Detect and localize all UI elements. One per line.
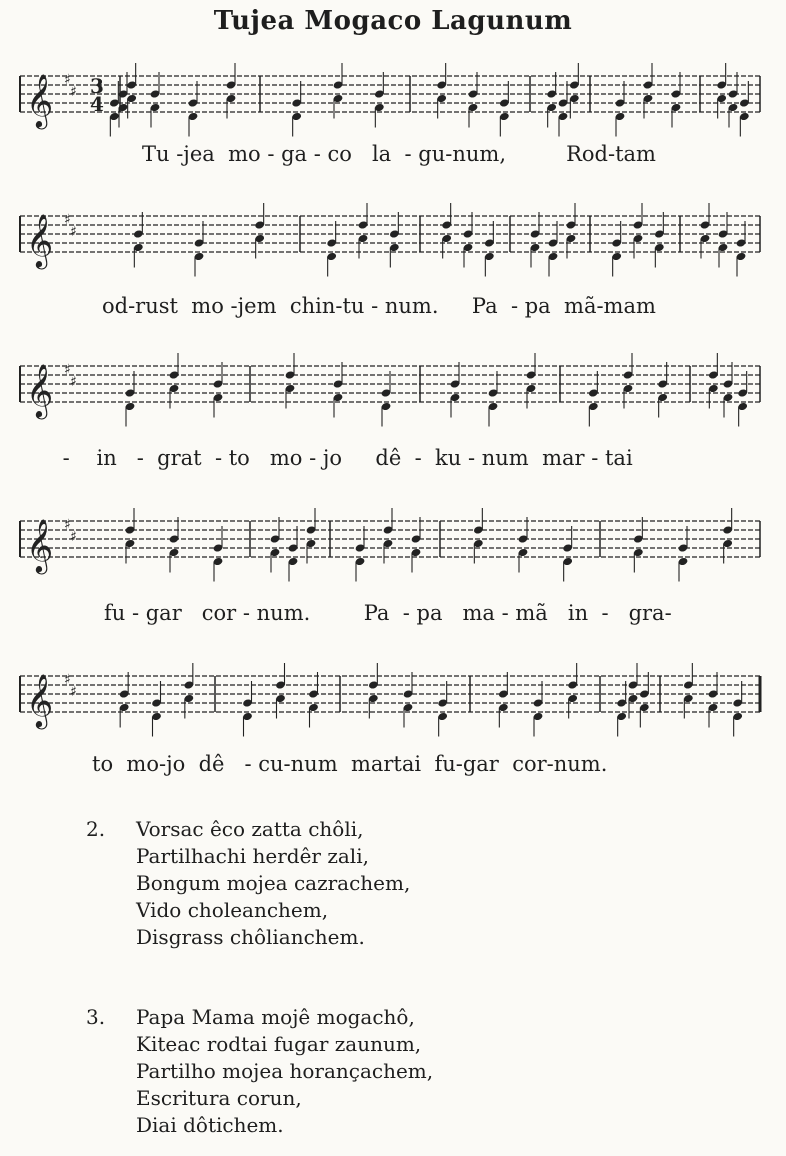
verse-line: Vido choleanchem, <box>136 898 329 922</box>
lyric-line-5: to mo-jo dê - cu-num martai fu-gar cor-num. <box>92 752 608 776</box>
verse-line: Bongum mojea cazrachem, <box>136 871 411 895</box>
key-signature-sharp: ♯ <box>64 517 71 533</box>
time-signature-top: 3 <box>90 74 104 98</box>
lyric-line-4: fu - gar cor - num. Pa - pa ma - mã in - gra- <box>104 601 672 625</box>
verse-line: Disgrass chôlianchem. <box>136 925 365 949</box>
verse-line: Escritura corun, <box>136 1086 302 1110</box>
staff-system-5 <box>0 660 786 750</box>
time-signature-bottom: 4 <box>90 92 104 116</box>
key-signature-sharp: ♯ <box>70 224 77 240</box>
verse-line: Kiteac rodtai fugar zaunum, <box>136 1032 422 1056</box>
verse-line: Vorsac êco zatta chôli, <box>136 817 364 841</box>
key-signature-sharp: ♯ <box>70 84 77 100</box>
staff-lines <box>20 521 760 557</box>
verse-lines <box>136 816 656 951</box>
key-signature-sharp: ♯ <box>64 212 71 228</box>
key-signature-sharp: ♯ <box>64 672 71 688</box>
verse-line: Partilhachi herdêr zali, <box>136 844 369 868</box>
verse-line: Papa Mama mojê mogachô, <box>136 1005 415 1029</box>
treble-clef: 𝄞 <box>26 73 54 127</box>
lyric-line-1: Tu -jea mo - ga - co la - gu-num, Rod-tam <box>142 142 656 166</box>
staff-lines <box>20 216 760 252</box>
verse-line: Diai dôtichem. <box>136 1113 284 1137</box>
staff-system-3 <box>0 350 786 440</box>
song-title: Tujea Mogaco Lagunum <box>213 6 573 36</box>
key-signature-sharp: ♯ <box>64 72 71 88</box>
staff-system-1 <box>0 60 786 150</box>
verse-line: Partilho mojea horançachem, <box>136 1059 434 1083</box>
key-signature-sharp: ♯ <box>70 529 77 545</box>
treble-clef: 𝄞 <box>26 673 54 727</box>
verse-lines <box>136 1004 656 1139</box>
staff-system-4 <box>0 505 786 595</box>
lyric-line-3: - in - grat - to mo - jo dê - ku - num mar - tai <box>56 446 633 470</box>
staff-lines <box>20 76 760 112</box>
treble-clef: 𝄞 <box>26 213 54 267</box>
key-signature-sharp: ♯ <box>70 684 77 700</box>
verse-number: 2. <box>86 817 106 841</box>
treble-clef: 𝄞 <box>26 363 54 417</box>
key-signature-sharp: ♯ <box>70 374 77 390</box>
lyric-line-2: od-rust mo -jem chin-tu - num. Pa - pa mã-mam <box>102 294 656 318</box>
staff-system-2 <box>0 200 786 290</box>
staff-lines <box>20 676 760 712</box>
key-signature-sharp: ♯ <box>64 362 71 378</box>
treble-clef: 𝄞 <box>26 518 54 572</box>
verse-number: 3. <box>86 1005 106 1029</box>
